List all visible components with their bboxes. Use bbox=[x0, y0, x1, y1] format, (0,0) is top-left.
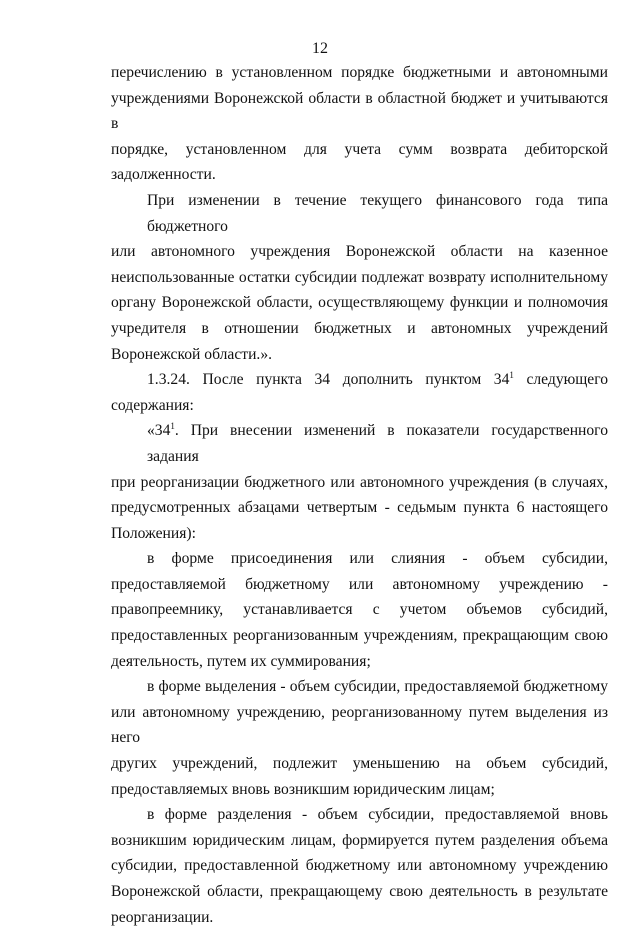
text-line: в форме присоединения или слияния - объем субсидии, bbox=[147, 550, 608, 568]
text-line: в форме разделения - объем субсидии, предоставляемой вновь bbox=[147, 806, 608, 824]
item-text: «34 bbox=[147, 422, 171, 440]
page-number: 12 bbox=[312, 40, 328, 57]
text-line: предусмотренных абзацами четвертым - седьмым пункта 6 настоящего bbox=[111, 499, 608, 517]
paragraph-spin-off bbox=[111, 674, 608, 802]
text-line: неиспользованные остатки субсидии подлежат возврату исполнительному bbox=[111, 268, 608, 286]
text-line: учредителя в отношении бюджетных и автономных учреждений bbox=[111, 319, 608, 337]
text-line: или автономному учреждению, реорганизованному путем выделения из него bbox=[111, 703, 608, 747]
paragraph-division bbox=[111, 802, 608, 930]
text-line: Воронежской области, прекращающему свою деятельность в результате bbox=[111, 883, 608, 900]
paragraph-item-34-1 bbox=[111, 418, 608, 546]
text-line: Воронежской области.». bbox=[111, 345, 273, 363]
paragraph-return-procedure bbox=[111, 60, 608, 188]
text-line: предоставляемой бюджетному или автономному учреждению - bbox=[111, 575, 608, 593]
text-line: деятельность, путем их суммирования; bbox=[111, 652, 371, 670]
text-line: учреждениями Воронежской области в областной бюджет и учитываются в bbox=[111, 89, 608, 133]
text-line: содержания: bbox=[111, 396, 194, 414]
paragraph-type-change bbox=[111, 188, 608, 367]
text-line: или автономного учреждения Воронежской области на казенное bbox=[111, 243, 608, 261]
text-line: Положения): bbox=[111, 524, 196, 542]
text-line: возникшим юридическим лицам, формируется путем разделения объема bbox=[111, 831, 608, 849]
text-line: предоставленных реорганизованным учреждениям, прекращающим свою bbox=[111, 627, 608, 645]
item-text: . При внесении изменений в показатели государственного задания bbox=[147, 422, 608, 465]
text-line: реорганизации. bbox=[111, 908, 214, 926]
document-body bbox=[111, 60, 608, 930]
text-line: перечислению в установленном порядке бюджетными и автономными bbox=[111, 64, 608, 81]
text-line: органу Воронежской области, осуществляющему функции и полномочия bbox=[111, 294, 608, 312]
text-line: субсидии, предоставленной бюджетному или автономному учреждению bbox=[111, 857, 608, 875]
text-line: в форме выделения - объем субсидии, предоставляемой бюджетному bbox=[147, 678, 608, 696]
text-line bbox=[111, 367, 608, 393]
text-line: правопреемнику, устанавливается с учетом объемов субсидий, bbox=[111, 601, 608, 619]
item-text: 1.3.24. После пункта 34 дополнить пунктом 34 bbox=[147, 371, 510, 389]
text-line: задолженности. bbox=[111, 166, 216, 184]
paragraph-item-1-3-24 bbox=[111, 367, 608, 418]
superscript: 1 bbox=[509, 370, 514, 381]
text-line: порядке, установленном для учета сумм возврата дебиторской bbox=[111, 140, 608, 158]
item-text: следующего bbox=[513, 371, 608, 389]
superscript: 1 bbox=[170, 421, 175, 432]
text-line: При изменении в течение текущего финансового года типа бюджетного bbox=[147, 191, 608, 235]
text-line: других учреждений, подлежит уменьшению на объем субсидий, bbox=[111, 755, 608, 773]
text-line bbox=[111, 418, 608, 469]
text-line: при реорганизации бюджетного или автономного учреждения (в случаях, bbox=[111, 473, 608, 491]
text-line: предоставляемых вновь возникшим юридическим лицам; bbox=[111, 780, 495, 798]
paragraph-merger bbox=[111, 546, 608, 674]
